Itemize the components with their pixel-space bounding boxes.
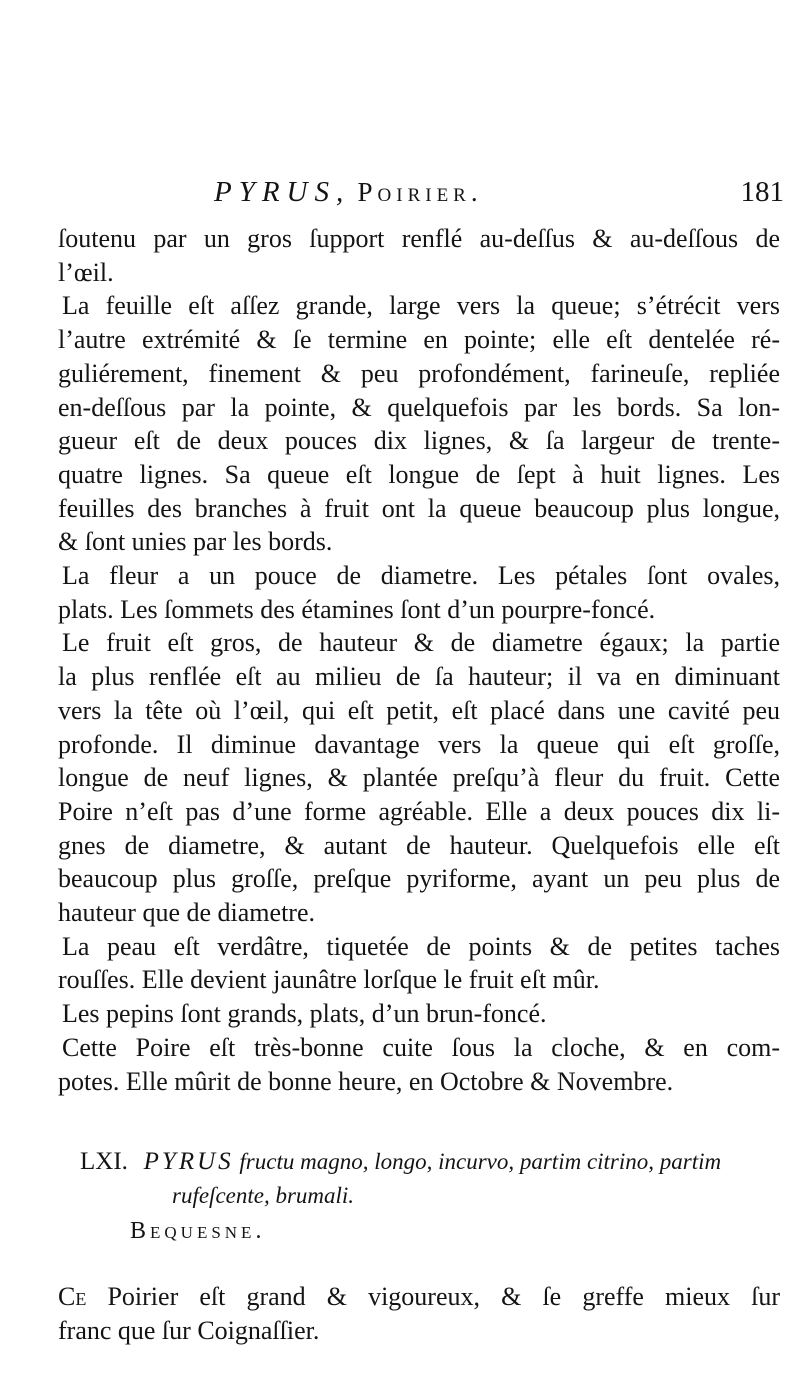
variety-common-name: Bequesne. bbox=[130, 1218, 266, 1244]
paragraph bbox=[58, 930, 780, 997]
text-line: beaucoup plus groſſe, preſque pyriforme, ayant un peu plus de bbox=[58, 864, 780, 894]
text-line: ſoutenu par un gros ſupport renflé au-deſſus & au-deſſous de bbox=[58, 224, 780, 253]
page-number: 181 bbox=[740, 176, 784, 208]
text-line: Le fruit eſt gros, de hauteur & de diametre égaux; la partie bbox=[62, 628, 780, 658]
text-line: potes. Elle mûrit de bonne heure, en Octobre & Novembre. bbox=[58, 1066, 674, 1096]
text-line: la plus renflée eſt au milieu de ſa hauteur; il va en diminuant bbox=[58, 662, 780, 692]
text-line: rouſſes. Elle devient jaunâtre lorſque le fruit eſt mûr. bbox=[58, 965, 600, 995]
text-line: La feuille eſt aſſez grande, large vers la queue; s’étrécit vers bbox=[62, 291, 780, 321]
body-text bbox=[58, 222, 780, 1098]
text-line: Poire n’eſt pas d’une forme agréable. Elle a deux pouces dix li- bbox=[58, 796, 780, 826]
text-line: hauteur que de diametre. bbox=[58, 898, 315, 928]
line-rest: Poirier eſt grand & vigoureux, & ſe greffe mieux ſur bbox=[107, 1282, 781, 1311]
paragraph bbox=[58, 1031, 780, 1098]
text-line: franc que ſur Coignaſſier. bbox=[58, 1316, 320, 1345]
entry-description: fructu magno, longo, incurvo, partim citrino, partim bbox=[239, 1149, 722, 1174]
text-line: plats. Les ſommets des étamines ſont d’un pourpre-foncé. bbox=[58, 594, 656, 624]
running-title: PYRUS, bbox=[214, 176, 351, 208]
paragraph bbox=[58, 626, 780, 929]
running-subtitle: Poirier. bbox=[357, 177, 483, 207]
paragraph bbox=[58, 997, 780, 1031]
text-line: longue de neuf lignes, & plantée preſqu’à fleur du fruit. Cette bbox=[58, 763, 780, 793]
text-line: profonde. Il diminue davantage vers la queue qui eſt groſſe, bbox=[58, 729, 780, 759]
entry-number: LXI. bbox=[80, 1148, 128, 1175]
variety-description bbox=[58, 1280, 780, 1348]
entry-genus: PYRUS bbox=[143, 1148, 234, 1175]
text-line: l’œil. bbox=[58, 257, 114, 287]
text-line: guliérement, finement & peu profondément, farineuſe, repliée bbox=[58, 358, 780, 388]
paragraph bbox=[58, 289, 780, 559]
text-line: feuilles des branches à fruit ont la queue beaucoup plus longue, bbox=[58, 493, 780, 523]
running-header bbox=[214, 176, 784, 220]
text-line: gnes de diametre, & autant de hauteur. Quelquefois elle eſt bbox=[58, 830, 780, 860]
text-line: gueur eſt de deux pouces dix lignes, & ſa largeur de trente- bbox=[58, 426, 780, 456]
text-line: La peau eſt verdâtre, tiquetée de points & de petites taches bbox=[62, 931, 780, 961]
text-line: quatre lignes. Sa queue eſt longue de ſept à huit lignes. Les bbox=[58, 459, 780, 489]
text-line: vers la tête où l’œil, qui eſt petit, eſt placé dans une cavité peu bbox=[58, 695, 780, 725]
text-line: en-deſſous par la pointe, & quelquefois par les bords. Sa lon- bbox=[58, 392, 780, 422]
text-line: La fleur a un pouce de diametre. Les pétales ſont ovales, bbox=[62, 561, 780, 591]
text-line: Les pepins ſont grands, plats, d’un brun-foncé. bbox=[62, 999, 547, 1029]
paragraph bbox=[58, 559, 780, 626]
paragraph bbox=[58, 222, 780, 289]
variety-entry-heading bbox=[80, 1145, 780, 1213]
lead-word: Ce bbox=[58, 1282, 87, 1311]
text-line: l’autre extrémité & ſe termine en pointe; elle eſt dentelée ré- bbox=[58, 325, 780, 355]
entry-description-continued: rufeſcente, brumali. bbox=[172, 1183, 355, 1208]
text-line bbox=[58, 1280, 780, 1314]
text-line: & ſont unies par les bords. bbox=[58, 527, 333, 557]
text-line: Cette Poire eſt très-bonne cuite ſous la cloche, & en com- bbox=[62, 1032, 780, 1062]
